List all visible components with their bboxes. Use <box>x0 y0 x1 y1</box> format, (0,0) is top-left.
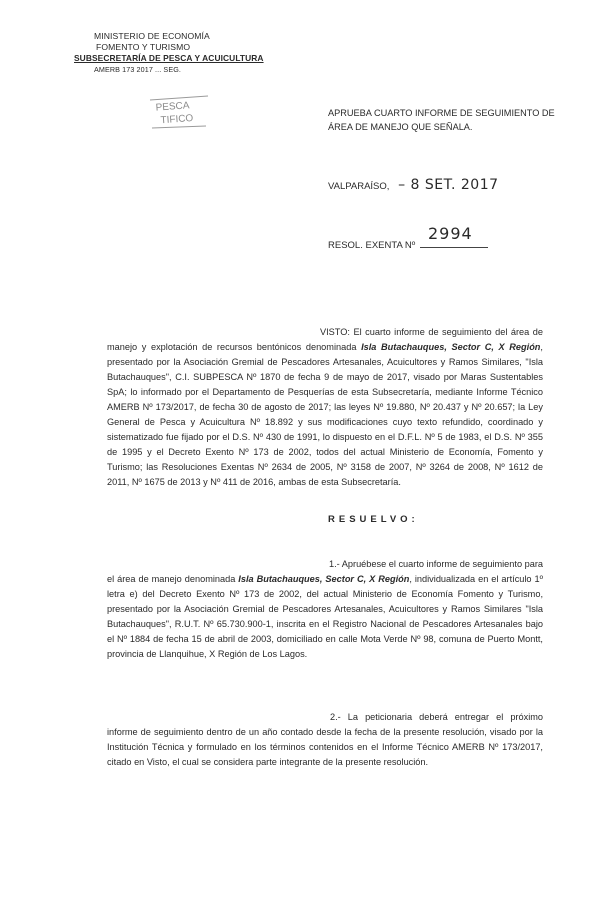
place-label: VALPARAÍSO, <box>328 181 390 192</box>
visto-paragraph: VISTO: El cuarto informe de seguimiento del área de manejo y explotación de recursos bentónicos denominada Isla Butachauques, Sector C, X Región, presentado por la Asociación Gremial de Pescadores Artesanales, Acuicultores y Ramos Similares, "Isla Butachauques", C.I. SUBPESCA Nº 1870 de fecha 9 de mayo de 2017, visado por Maras Sustentables SpA; lo informado por el Departamento de Pesquerías de esta Subsecretaría, mediante Informe Técnico AMERB Nº 173/2017, de fecha 30 de agosto de 2017; las leyes Nº 19.880, Nº 20.437 y Nº 20.657; la Ley General de Pesca y Acuicultura Nº 18.892 y sus modificaciones cuyo texto refundido, coordinado y sistematizado fue fijado por el D.S. Nº 430 de 1991, lo dispuesto en el D.F.L. Nº 5 de 1983, el D.S. Nº 355 de 1995 y el Decreto Exento Nº 173 de 2002, todos del actual Ministerio de Economía, Fomento y Turismo; las Resoluciones Exentas Nº 2634 de 2005, Nº 3158 de 2007, Nº 3264 de 2008, Nº 1612 de 2011, Nº 1675 de 2013 y Nº 411 de 2016, ambas de esta Subsecretaría. <box>107 327 543 487</box>
visto-area-name: Isla Butachauques, Sector C, X Región <box>361 342 541 352</box>
ministry-header <box>74 31 274 75</box>
header-reference: AMERB 173 2017 ... SEG. <box>94 65 181 74</box>
place-date <box>328 177 499 193</box>
resolution-number: 2994 <box>428 224 473 243</box>
header-ministry: MINISTERIO DE ECONOMÍA <box>94 31 210 41</box>
article-1 <box>107 557 543 662</box>
article-1-paragraph: 1.- Apruébese el cuarto informe de seguimiento para el área de manejo denominada Isla Butachauques, Sector C, X Región, individualizada en el artículo 1º letra e) del Decreto Exento Nº 173 de 2002, del actual Ministerio de Economía Fomento y Turismo, presentado por la Asociación Gremial de Pescadores Artesanales, Acuicultores y Ramos Similares "Isla Butachauques", R.U.T. Nº 65.730.900-1, inscrita en el Registro Nacional de Pescadores Artesanales bajo el Nº 1884 de fecha 15 de abril de 2003, domiciliado en calle Mota Verde Nº 98, comuna de Puerto Montt, provincia de Llanquihue, X Región de Los Lagos. <box>107 559 543 659</box>
number-underline <box>420 247 488 248</box>
header-subsecretariat: SUBSECRETARÍA DE PESCA Y ACUICULTURA <box>74 53 264 63</box>
visto-section <box>107 325 543 490</box>
resolution-subject: APRUEBA CUARTO INFORME DE SEGUIMIENTO DE ÁREA DE MANEJO QUE SEÑALA. <box>328 108 555 132</box>
article-2 <box>107 710 543 770</box>
resolution-label: RESOL. EXENTA Nº <box>328 240 416 251</box>
stamp-text-2: TIFICO <box>160 113 194 127</box>
resolution-date: – 8 SET. 2017 <box>398 177 499 193</box>
stamp-text-1: PESCA <box>155 100 190 114</box>
resolution-number-line <box>328 224 488 251</box>
article-1-area-name: Isla Butachauques, Sector C, X Región <box>238 574 410 584</box>
header-department: FOMENTO Y TURISMO <box>96 42 191 52</box>
article-2-paragraph: 2.- La peticionaria deberá entregar el próximo informe de seguimiento dentro de un año contado desde la fecha de la presente resolución, visado por la Institución Técnica y formulado en los términos contenidos en el Informe Técnico AMERB Nº 173/2017, citado en Visto, el cual se considera parte integrante de la presente resolución. <box>107 712 543 767</box>
resuelvo-heading: RESUELVO: <box>328 514 419 525</box>
office-stamp <box>146 92 212 132</box>
